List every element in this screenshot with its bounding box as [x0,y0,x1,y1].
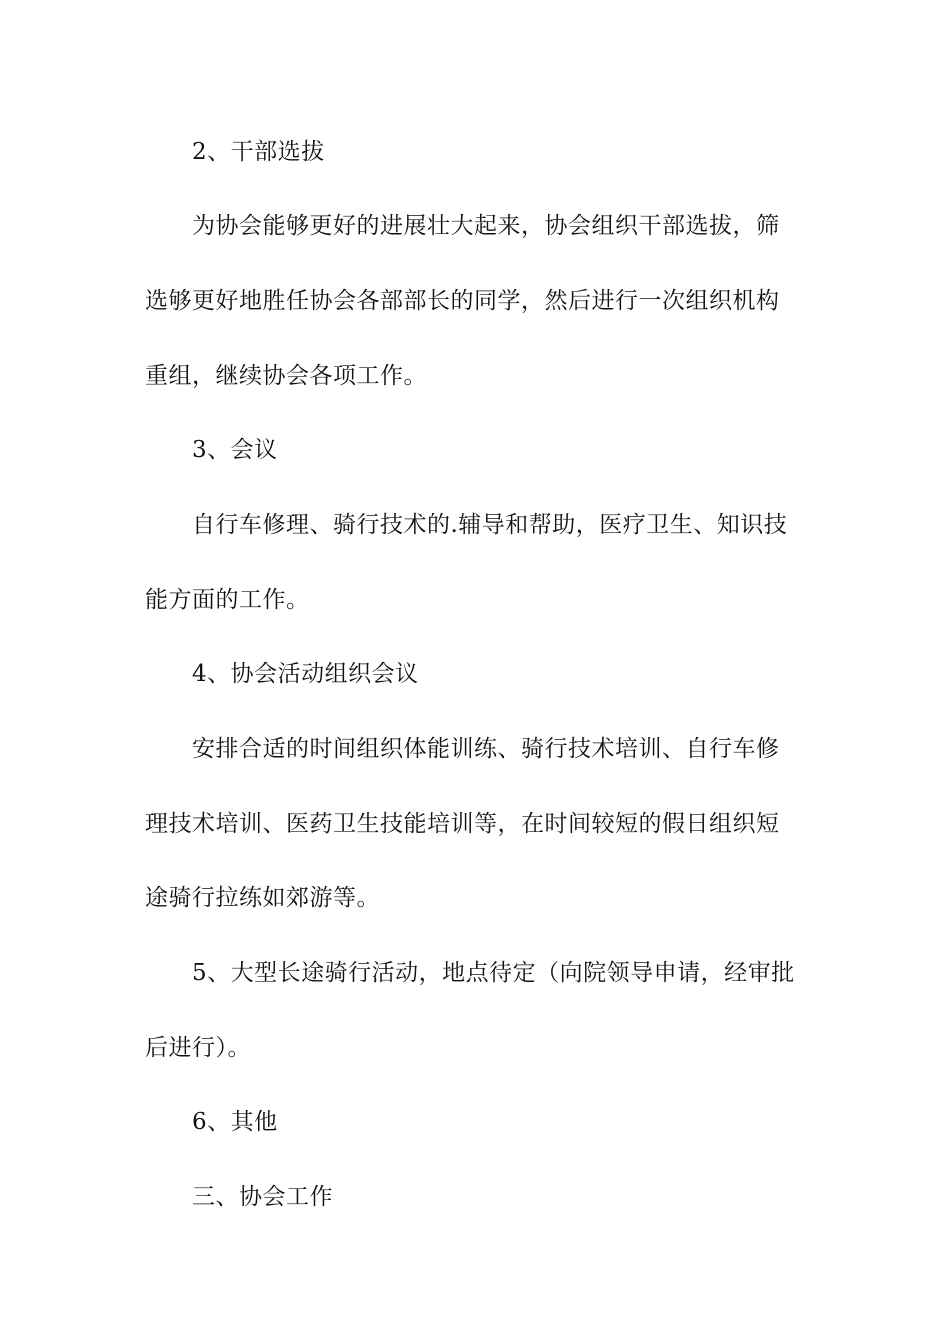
section-heading-association-work: 三、协会工作 [192,1184,333,1210]
paragraph-line: 途骑行拉练如郊游等。 [145,885,380,911]
section-heading-activity-meeting: 4、协会活动组织会议 [192,661,419,687]
paragraph-line: 选够更好地胜任协会各部部长的同学，然后进行一次组织机构 [145,288,780,314]
paragraph-line: 自行车修理、骑行技术的.辅导和帮助，医疗卫生、知识技 [192,512,788,538]
section-heading-meeting: 3、会议 [192,437,278,463]
paragraph-line: 重组，继续协会各项工作。 [145,363,427,389]
section-heading-other: 6、其他 [192,1109,278,1135]
paragraph-line: 理技术培训、医药卫生技能培训等，在时间较短的假日组织短 [145,811,780,837]
paragraph-line: 后进行）。 [145,1035,251,1061]
paragraph-line: 为协会能够更好的进展壮大起来，协会组织干部选拔，筛 [192,213,780,239]
paragraph-line: 5、大型长途骑行活动，地点待定（向院领导申请，经审批 [192,960,795,986]
paragraph-line: 能方面的工作。 [145,587,310,613]
paragraph-line: 安排合适的时间组织体能训练、骑行技术培训、自行车修 [192,736,780,762]
section-heading-cadre-selection: 2、干部选拔 [192,139,325,165]
